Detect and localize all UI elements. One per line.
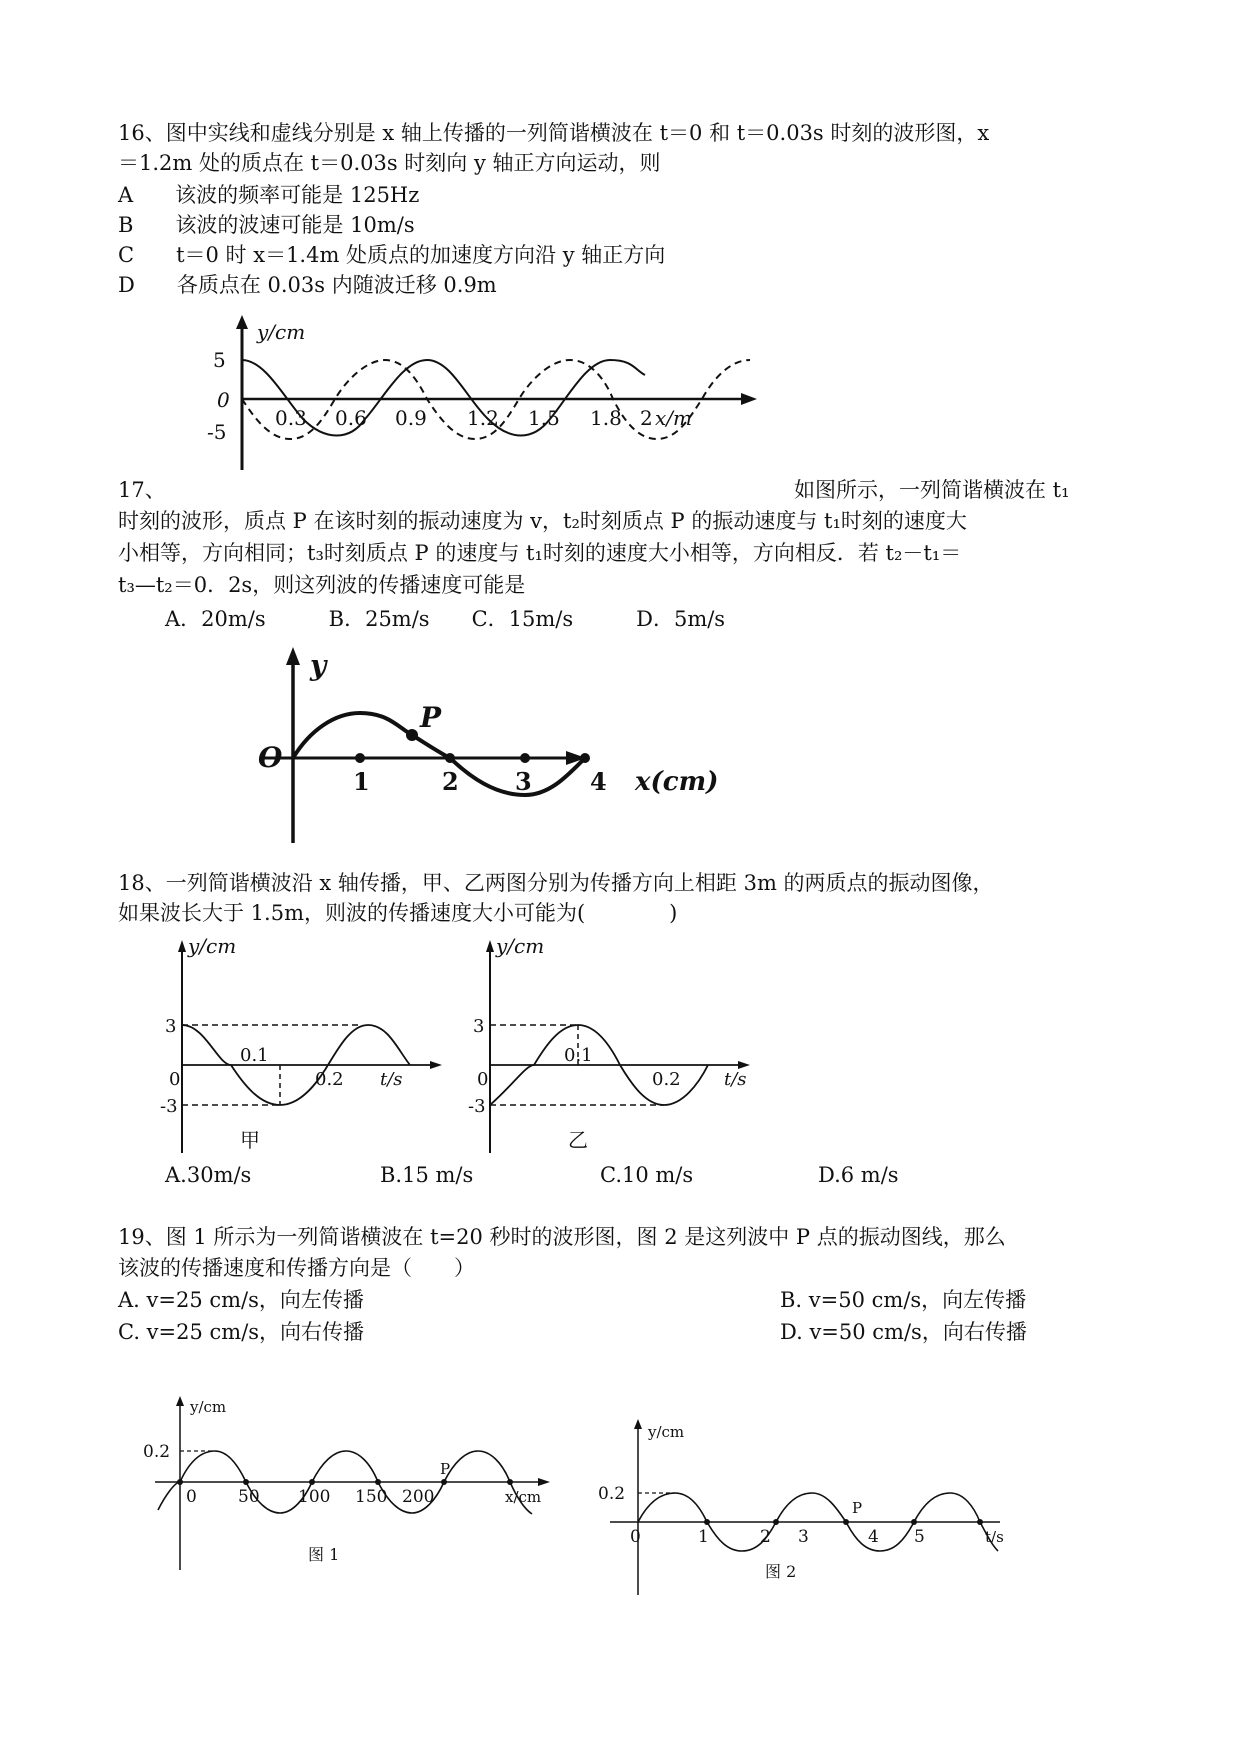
- y-axis-arrow: [486, 940, 494, 952]
- t-tick-0.1: 0.1: [240, 1045, 269, 1066]
- q19-option-a: A. v=25 cm/s，向左传播: [118, 1288, 364, 1312]
- q18-option-b: B.15 m/s: [380, 1163, 474, 1187]
- option-letter: A: [118, 183, 134, 207]
- x-tick-1.5: 1.5: [528, 406, 560, 430]
- amplitude-label: 0.2: [598, 1484, 626, 1504]
- q17-stem-line4: t₃—t₂＝0．2s，则这列波的传播速度可能是: [118, 573, 526, 597]
- q17-stem-lead: 如图所示，一列简谐横波在 t₁: [794, 478, 1070, 502]
- wave-node: [243, 1479, 249, 1485]
- q19-figure-1: [140, 1390, 560, 1590]
- q17-options: A．20m/s B．25m/s C．15m/s D．5m/s: [165, 607, 726, 631]
- q16-wave-figure: [205, 315, 765, 475]
- t-tick-2: 2: [760, 1527, 771, 1547]
- x-tick-0.6: 0.6: [335, 406, 367, 430]
- x-tick-0.3: 0.3: [275, 406, 307, 430]
- origin-label: O: [258, 741, 283, 774]
- x-axis-arrow: [741, 393, 757, 405]
- x-tick-1: 1: [353, 767, 370, 796]
- y-axis-label: y/cm: [190, 1398, 227, 1416]
- y-axis-arrow: [236, 315, 248, 329]
- wave-node: [507, 1479, 513, 1485]
- t-tick-3: 3: [798, 1527, 809, 1547]
- q16-option-c: [118, 240, 665, 270]
- t-tick-4: 4: [868, 1527, 879, 1547]
- figure-caption: 图 1: [308, 1545, 340, 1564]
- x-tick-4: 4: [590, 767, 607, 796]
- figure-caption: 乙: [568, 1128, 588, 1152]
- y-axis-arrow: [286, 647, 300, 665]
- y-axis-label: y/cm: [648, 1423, 685, 1441]
- x-tick-0.9: 0.9: [395, 406, 427, 430]
- y-tick-top: 3: [165, 1016, 177, 1037]
- q19-stem-line2: 该波的传播速度和传播方向是（ ）: [118, 1256, 475, 1280]
- q16-stem-line1: 16、图中实线和虚线分别是 x 轴上传播的一列简谐横波在 t＝0 和 t＝0.03s 时刻的波形图，x: [118, 121, 990, 145]
- q17-number: 17、: [118, 478, 166, 502]
- wave-node: [375, 1479, 381, 1485]
- x-tick-1.8: 1.8: [590, 406, 622, 430]
- q17-stem-line2: 时刻的波形，质点 P 在该时刻的振动速度为 v，t₂时刻质点 P 的振动速度与 t₁时刻的速度大: [118, 509, 967, 533]
- figure-caption: 图 2: [765, 1562, 797, 1581]
- y-axis-arrow: [178, 940, 186, 952]
- x-axis-label: x/cm: [505, 1488, 542, 1506]
- point-p: [441, 1479, 447, 1485]
- x-tick-200: 200: [402, 1487, 435, 1507]
- q19-figure-2: [590, 1415, 1030, 1600]
- origin-label: 0: [186, 1487, 197, 1507]
- point-p: [911, 1519, 917, 1525]
- t-axis-arrow: [738, 1061, 750, 1069]
- t-tick-0.1: 0.1: [564, 1045, 593, 1066]
- q19-stem-line1: 19、图 1 所示为一列简谐横波在 t=20 秒时的波形图，图 2 是这列波中 P 点的振动图线，那么: [118, 1225, 1006, 1249]
- t-axis-arrow: [430, 1061, 442, 1069]
- q17-wave-figure: [250, 645, 790, 845]
- t-tick-0.2: 0.2: [652, 1069, 681, 1090]
- origin-label: 0: [169, 1069, 181, 1090]
- option-text: 该波的频率可能是 125Hz: [175, 183, 420, 207]
- x-tick-2: 2: [442, 767, 459, 796]
- option-letter: D: [118, 273, 135, 297]
- x-axis-label: x(cm): [635, 767, 719, 797]
- q19-option-b: B. v=50 cm/s，向左传播: [780, 1288, 1027, 1312]
- y-axis-label: y/cm: [257, 320, 306, 344]
- point-x3: [520, 753, 530, 763]
- q16-option-a: [118, 180, 419, 210]
- x-tick-2: 2: [640, 406, 653, 430]
- option-text: 各质点在 0.03s 内随波迁移 0.9m: [176, 273, 497, 297]
- q16-option-b: [118, 210, 415, 240]
- point-p-label: P: [852, 1499, 863, 1517]
- point-p-label: P: [440, 1460, 451, 1478]
- point-p-label: P: [420, 701, 442, 734]
- q18-figure-yi: [468, 935, 768, 1155]
- q18-option-c: C.10 m/s: [600, 1163, 694, 1187]
- t-tick-5: 5: [914, 1527, 925, 1547]
- point-x4: [580, 753, 590, 763]
- option-letter: C: [118, 243, 135, 267]
- y-tick-neg5: -5: [207, 420, 227, 444]
- q18-option-d: D.6 m/s: [818, 1163, 899, 1187]
- curve-node: [773, 1519, 779, 1525]
- origin-label: 0: [630, 1527, 641, 1547]
- y-axis-label: y/cm: [188, 935, 237, 958]
- q18-figure-jia: [160, 935, 460, 1155]
- y-tick-top: 3: [473, 1016, 485, 1037]
- wave-node: [309, 1479, 315, 1485]
- x-tick-1.2: 1.2: [467, 406, 499, 430]
- y-tick-bottom: -3: [160, 1096, 178, 1117]
- q19-option-d: D. v=50 cm/s，向右传播: [780, 1320, 1027, 1344]
- amplitude-label: 0.2: [143, 1442, 171, 1462]
- x-tick-150: 150: [355, 1487, 388, 1507]
- x-tick-3: 3: [515, 767, 532, 796]
- figure-caption: 甲: [240, 1128, 260, 1152]
- q19-option-c: C. v=25 cm/s，向右传播: [118, 1320, 365, 1344]
- y-axis-arrow: [634, 1419, 642, 1429]
- curve-node: [843, 1519, 849, 1525]
- point-x1: [355, 753, 365, 763]
- wave-node: [177, 1479, 183, 1485]
- point-x2: [445, 753, 455, 763]
- point-p: [406, 729, 418, 741]
- t-axis-label: t/s: [724, 1069, 747, 1090]
- origin-label: 0: [477, 1069, 489, 1090]
- t-tick-1: 1: [698, 1527, 709, 1547]
- t-tick-0.2: 0.2: [315, 1069, 344, 1090]
- option-text: 该波的波速可能是 10m/s: [175, 213, 415, 237]
- q18-stem-line1: 18、一列简谐横波沿 x 轴传播，甲、乙两图分别为传播方向上相距 3m 的两质点的振动图像，: [118, 871, 994, 895]
- q18-stem-line2: 如果波长大于 1.5m，则波的传播速度大小可能为( ): [118, 901, 678, 925]
- y-axis-label: y: [310, 649, 327, 682]
- t-axis-label: t/s: [380, 1069, 403, 1090]
- option-text: t＝0 时 x＝1.4m 处质点的加速度方向沿 y 轴正方向: [176, 243, 666, 267]
- q16-option-d: [118, 270, 497, 300]
- q16-stem-line2: ＝1.2m 处的质点在 t＝0.03s 时刻向 y 轴正方向运动，则: [118, 151, 661, 175]
- t-axis-label: t/s: [985, 1528, 1004, 1546]
- q17-stem-line3: 小相等，方向相同；t₃时刻质点 P 的速度与 t₁时刻的速度大小相等，方向相反．若 t₂－t₁＝: [118, 541, 962, 565]
- y-tick-5: 5: [213, 348, 226, 372]
- y-axis-label: y/cm: [496, 935, 545, 958]
- y-axis-arrow: [176, 1396, 184, 1406]
- x-axis-label: x/m: [655, 406, 692, 430]
- curve-node: [977, 1519, 983, 1525]
- x-tick-100: 100: [298, 1487, 331, 1507]
- option-letter: B: [118, 213, 134, 237]
- q18-option-a: A.30m/s: [165, 1163, 252, 1187]
- x-tick-50: 50: [238, 1487, 260, 1507]
- y-tick-0: 0: [217, 388, 230, 412]
- y-tick-bottom: -3: [468, 1096, 486, 1117]
- curve-node: [704, 1519, 710, 1525]
- x-axis-arrow: [538, 1478, 550, 1486]
